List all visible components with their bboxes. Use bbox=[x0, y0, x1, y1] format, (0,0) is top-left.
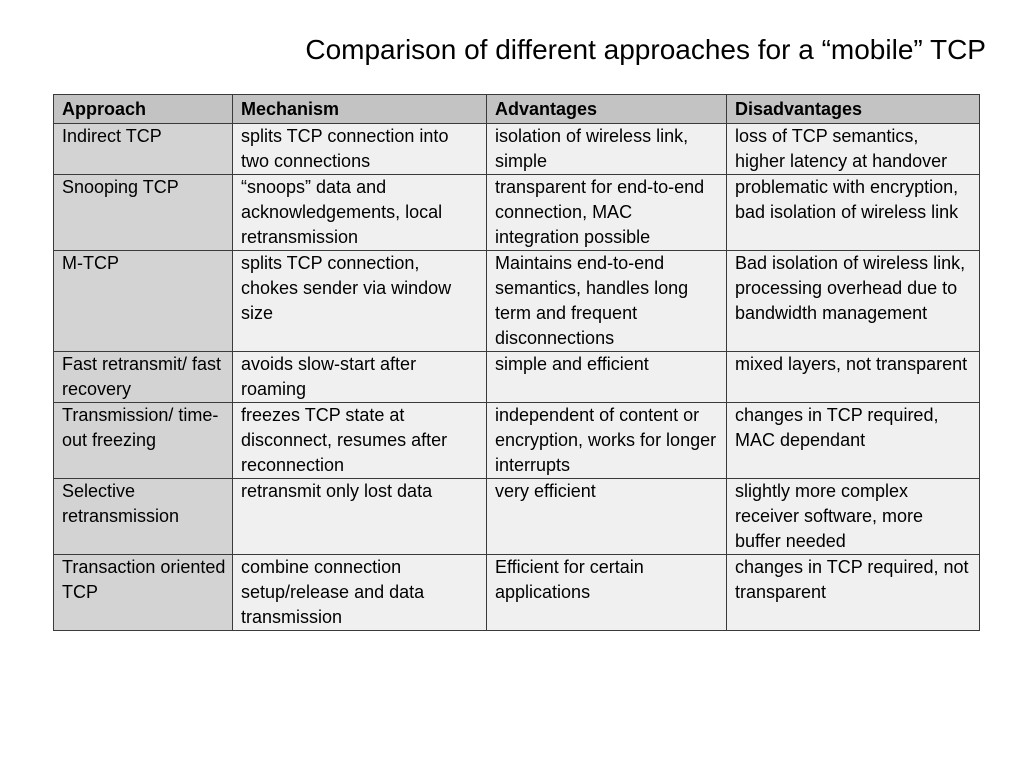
cell-approach: Transmission/ time-out freezing bbox=[54, 403, 233, 479]
header-advantages: Advantages bbox=[487, 95, 727, 124]
comparison-table bbox=[53, 94, 980, 631]
cell-advantages: Maintains end-to-end semantics, handles long term and frequent disconnections bbox=[487, 251, 727, 352]
cell-disadvantages: changes in TCP required, not transparent bbox=[727, 555, 980, 631]
cell-advantages: very efficient bbox=[487, 479, 727, 555]
table-row bbox=[54, 555, 980, 631]
table-row bbox=[54, 479, 980, 555]
cell-advantages: simple and efficient bbox=[487, 352, 727, 403]
cell-advantages: isolation of wireless link, simple bbox=[487, 124, 727, 175]
cell-mechanism: retransmit only lost data bbox=[233, 479, 487, 555]
cell-approach: Snooping TCP bbox=[54, 175, 233, 251]
cell-approach: Fast retransmit/ fast recovery bbox=[54, 352, 233, 403]
cell-disadvantages: problematic with encryption, bad isolation of wireless link bbox=[727, 175, 980, 251]
cell-approach: Indirect TCP bbox=[54, 124, 233, 175]
cell-approach: M-TCP bbox=[54, 251, 233, 352]
header-approach: Approach bbox=[54, 95, 233, 124]
page-title: Comparison of different approaches for a “mobile” TCP bbox=[305, 34, 986, 65]
table-row bbox=[54, 403, 980, 479]
cell-mechanism: freezes TCP state at disconnect, resumes after reconnection bbox=[233, 403, 487, 479]
table-row bbox=[54, 251, 980, 352]
cell-disadvantages: loss of TCP semantics, higher latency at handover bbox=[727, 124, 980, 175]
table-row bbox=[54, 124, 980, 175]
header-disadvantages: Disadvantages bbox=[727, 95, 980, 124]
cell-advantages: Efficient for certain applications bbox=[487, 555, 727, 631]
header-mechanism: Mechanism bbox=[233, 95, 487, 124]
cell-advantages: transparent for end-to-end connection, MAC integration possible bbox=[487, 175, 727, 251]
cell-disadvantages: slightly more complex receiver software, more buffer needed bbox=[727, 479, 980, 555]
cell-disadvantages: mixed layers, not transparent bbox=[727, 352, 980, 403]
cell-approach: Transaction oriented TCP bbox=[54, 555, 233, 631]
table-header-row bbox=[54, 95, 980, 124]
cell-mechanism: “snoops” data and acknowledgements, local retransmission bbox=[233, 175, 487, 251]
table-row bbox=[54, 352, 980, 403]
cell-mechanism: splits TCP connection, chokes sender via window size bbox=[233, 251, 487, 352]
cell-disadvantages: Bad isolation of wireless link, processing overhead due to bandwidth management bbox=[727, 251, 980, 352]
cell-approach: Selective retransmission bbox=[54, 479, 233, 555]
cell-mechanism: splits TCP connection into two connections bbox=[233, 124, 487, 175]
cell-disadvantages: changes in TCP required, MAC dependant bbox=[727, 403, 980, 479]
cell-advantages: independent of content or encryption, works for longer interrupts bbox=[487, 403, 727, 479]
cell-mechanism: avoids slow-start after roaming bbox=[233, 352, 487, 403]
cell-mechanism: combine connection setup/release and data transmission bbox=[233, 555, 487, 631]
table-row bbox=[54, 175, 980, 251]
